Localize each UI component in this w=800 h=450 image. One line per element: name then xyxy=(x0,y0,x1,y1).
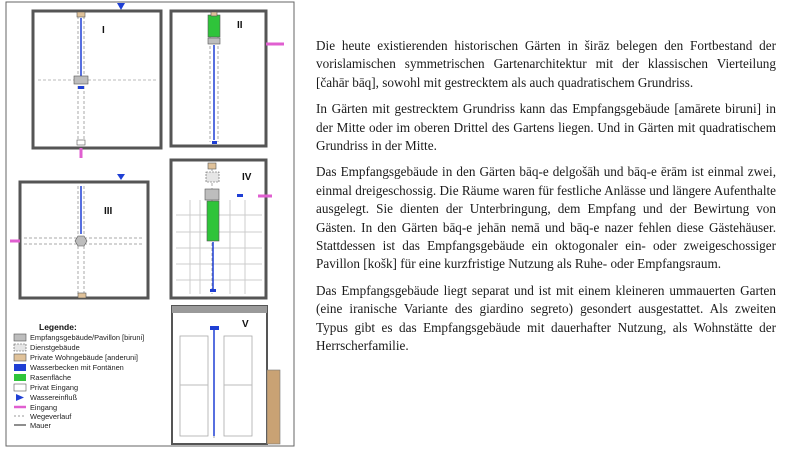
legend-item: Wegeverlauf xyxy=(30,412,72,421)
legend-swatch-private xyxy=(14,354,26,361)
legend-item: Empfangsgebäude/Pavillon [biruni] xyxy=(30,333,145,342)
legend-title: Legende: xyxy=(39,322,77,332)
legend-item: Eingang xyxy=(30,403,58,412)
legend-item: Wasserbecken mit Fontänen xyxy=(30,363,124,372)
panel-1-wall xyxy=(33,11,161,148)
legend-swatch-lawn xyxy=(14,374,26,381)
legend-item: Mauer xyxy=(30,421,51,430)
legend-item: Rasenfläche xyxy=(30,373,72,382)
legend-item: Private Wohngebäude [anderuni] xyxy=(30,353,138,362)
reception-building xyxy=(74,76,88,84)
octagonal-pavilion xyxy=(75,236,87,246)
legend-swatch-private-entrance xyxy=(14,384,26,391)
legend-swatch-service xyxy=(14,344,26,351)
body-text xyxy=(316,37,776,364)
panel-5 xyxy=(172,306,280,444)
panel-1 xyxy=(33,11,161,158)
paragraph: Das Empfangsgebäude liegt separat und ist mit einem kleineren ummauerten Garten (eine iranische Variante des giardino segreto) gesondert ausgestattet. Als zweiten Typus gibt es das Empfangsgebäude mit dauerhafter Nutzung, als Wohnstätte der Herrscherfamilie. xyxy=(316,282,776,354)
paragraph: Das Empfangsgebäude in den Gärten bāq-e delgošāh und bāq-e ērām ist einmal zwei, einmal dreigeschossig. Die Räume waren für festliche Anlässe und längere Aufenthalte ausgelegt. Sie dienten der Unterbringung, dem Empfang und der Bewirtung von Gästen. In den Gärten bāq-e jehān nemā und bāq-e nazer fehlen diese Gästehäuser. Stattdessen ist das Empfangsgebäude ein oktogonaler ein- oder zweigeschossiger Pavillon [košk] für eine kurzfristige Nutzung als Ruhe- oder Empfangsraum. xyxy=(316,164,776,272)
panel-5-label: V xyxy=(242,319,249,330)
panel-1-label: I xyxy=(102,25,105,36)
panel-4 xyxy=(171,160,272,298)
panel-3-label: III xyxy=(104,206,113,217)
legend-item: Wassereinfluß xyxy=(30,393,77,402)
lawn xyxy=(208,15,220,37)
private-residence xyxy=(77,12,85,17)
panel-4-label: IV xyxy=(242,172,252,183)
panel-2-label: II xyxy=(237,20,243,31)
panel-3 xyxy=(10,174,148,298)
water-basin xyxy=(78,86,84,89)
legend-swatch-water xyxy=(14,364,26,371)
legend-swatch-reception xyxy=(14,334,26,341)
paragraph: In Gärten mit gestrecktem Grundriss kann das Empfangsgebäude [amārete biruni] in der Mitte oder im oberen Drittel des Gartens liegen. Und in Gärten mit quadratischem Grundriss in der Mitte. xyxy=(316,101,776,154)
panel-2 xyxy=(171,11,284,146)
figure-drawing xyxy=(0,0,300,450)
legend-item: Dienstgebäude xyxy=(30,343,80,352)
paragraph: Die heute existierenden historischen Gärten in širāz belegen den Fortbestand der vorislamischen symmetrischen Gartenarchitektur mit der klassischen Vierteilung [čahār bāq], sowohl mit gestrecktem als auch quadratischem Grundriss. xyxy=(316,38,776,90)
legend-item: Privat Eingang xyxy=(30,383,79,392)
garden-typology-figure xyxy=(0,0,300,450)
